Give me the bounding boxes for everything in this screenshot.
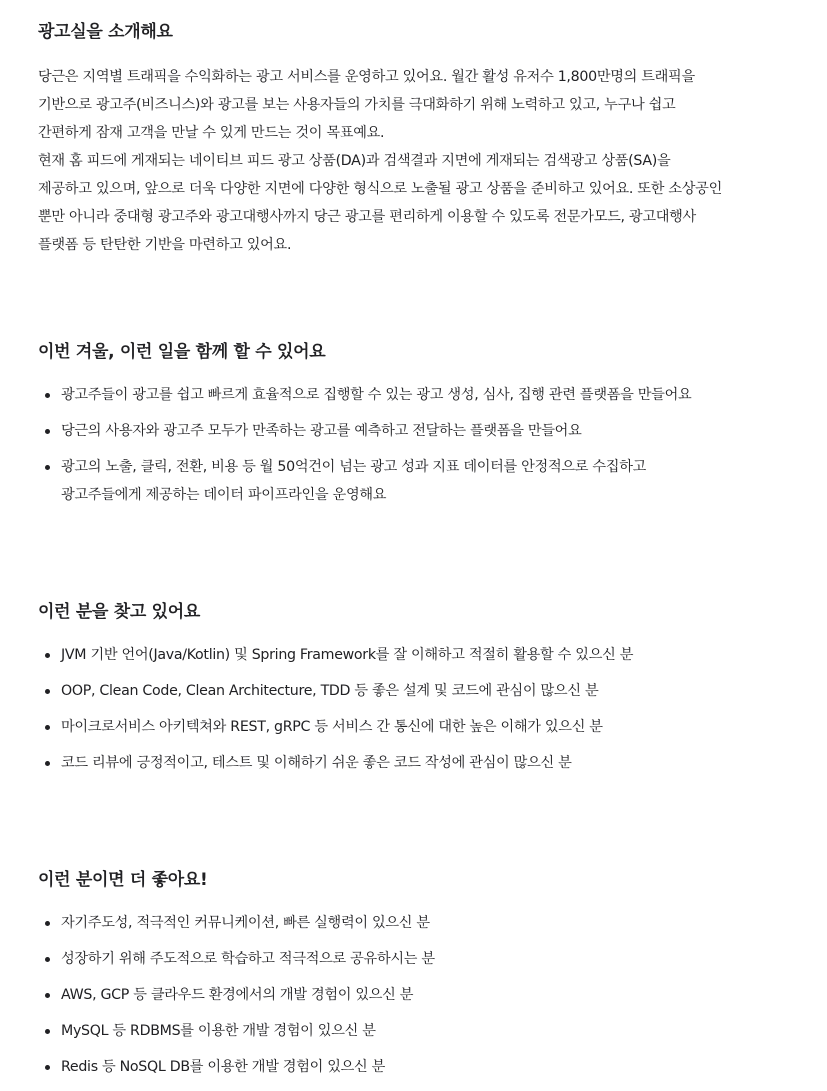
work-section [38, 341, 798, 517]
intro-line: 제공하고 있으며, 앞으로 더욱 다양한 지면에 다양한 형식으로 노출될 광고 상품을 준비하고 있어요. 또한 소상공인 [38, 181, 722, 197]
list-item [38, 417, 798, 445]
list-item [38, 713, 798, 741]
list-item-text: 광고의 노출, 클릭, 전환, 비용 등 월 50억건이 넘는 광고 성과 지표 데이터를 안정적으로 수집하고 [61, 459, 647, 475]
bullet-icon [45, 1065, 50, 1070]
requirements-section [38, 601, 798, 785]
list-item [38, 909, 798, 937]
bullet-icon [45, 393, 50, 398]
list-item-text: 마이크로서비스 아키텍쳐와 REST, gRPC 등 서비스 간 통신에 대한 높은 이해가 있으신 분 [61, 719, 603, 735]
intro-line: 기반으로 광고주(비즈니스)와 광고를 보는 사용자들의 가치를 극대화하기 위해 노력하고 있고, 누구나 쉽고 [38, 97, 676, 113]
intro-line: 뿐만 아니라 중대형 광고주와 광고대행사까지 당근 광고를 편리하게 이용할 수 있도록 전문가모드, 광고대행사 [38, 209, 696, 225]
list-item-text: MySQL 등 RDBMS를 이용한 개발 경험이 있으신 분 [61, 1023, 376, 1039]
preferred-list [38, 909, 798, 1081]
intro-line: 현재 홈 피드에 게재되는 네이티브 피드 광고 상품(DA)과 검색결과 지면에 게재되는 검색광고 상품(SA)을 [38, 153, 671, 169]
work-list [38, 381, 798, 509]
list-item [38, 749, 798, 777]
list-item [38, 677, 798, 705]
work-title: 이번 겨울, 이런 일을 함께 할 수 있어요 [38, 342, 326, 362]
list-item-text: AWS, GCP 등 클라우드 환경에서의 개발 경험이 있으신 분 [61, 987, 414, 1003]
list-item-text: Redis 등 NoSQL DB를 이용한 개발 경험이 있으신 분 [61, 1059, 386, 1075]
list-item-text: 성장하기 위해 주도적으로 학습하고 적극적으로 공유하시는 분 [61, 951, 435, 967]
list-item-text: 당근의 사용자와 광고주 모두가 만족하는 광고를 예측하고 전달하는 플랫폼을 만들어요 [61, 423, 582, 439]
list-item-text: 코드 리뷰에 긍정적이고, 테스트 및 이해하기 쉬운 좋은 코드 작성에 관심이 많으신 분 [61, 755, 572, 771]
list-item [38, 981, 798, 1009]
list-item [38, 1017, 798, 1045]
intro-line: 간편하게 잠재 고객을 만날 수 있게 만드는 것이 목표예요. [38, 125, 385, 141]
preferred-title: 이런 분이면 더 좋아요! [38, 870, 208, 890]
bullet-icon [45, 957, 50, 962]
bullet-icon [45, 725, 50, 730]
intro-paragraph [38, 63, 798, 259]
list-item-text: 광고주들이 광고를 쉽고 빠르게 효율적으로 집행할 수 있는 광고 생성, 심사, 집행 관련 플랫폼을 만들어요 [61, 387, 692, 403]
bullet-icon [45, 429, 50, 434]
intro-line: 당근은 지역별 트래픽을 수익화하는 광고 서비스를 운영하고 있어요. 월간 활성 유저수 1,800만명의 트래픽을 [38, 69, 695, 85]
list-item [38, 945, 798, 973]
bullet-icon [45, 653, 50, 658]
list-item [38, 381, 798, 409]
intro-section [38, 21, 798, 259]
preferred-section [38, 869, 798, 1089]
bullet-icon [45, 761, 50, 766]
bullet-icon [45, 689, 50, 694]
list-item-text: 광고주들에게 제공하는 데이터 파이프라인을 운영해요 [61, 487, 387, 503]
intro-title: 광고실을 소개해요 [38, 22, 173, 42]
bullet-icon [45, 993, 50, 998]
list-item [38, 1053, 798, 1081]
requirements-title: 이런 분을 찾고 있어요 [38, 602, 200, 622]
bullet-icon [45, 465, 50, 470]
requirements-list [38, 641, 798, 777]
list-item-text: OOP, Clean Code, Clean Architecture, TDD 등 좋은 설계 및 코드에 관심이 많으신 분 [61, 683, 599, 699]
list-item-text: JVM 기반 언어(Java/Kotlin) 및 Spring Framework를 잘 이해하고 적절히 활용할 수 있으신 분 [61, 647, 634, 663]
list-item [38, 641, 798, 669]
bullet-icon [45, 1029, 50, 1034]
list-item [38, 453, 798, 509]
intro-line: 플랫폼 등 탄탄한 기반을 마련하고 있어요. [38, 237, 292, 253]
bullet-icon [45, 921, 50, 926]
list-item-text: 자기주도성, 적극적인 커뮤니케이션, 빠른 실행력이 있으신 분 [61, 915, 430, 931]
